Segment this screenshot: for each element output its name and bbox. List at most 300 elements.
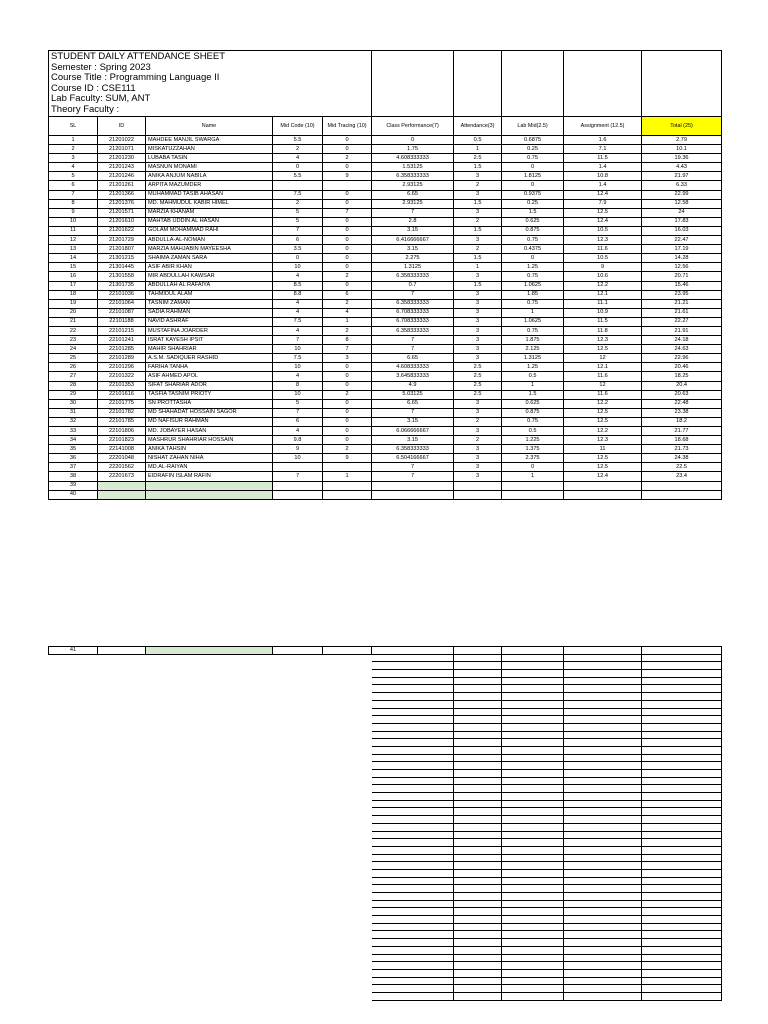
sl-cell: 37 (49, 463, 98, 472)
lab-mid-cell: 0.625 (502, 399, 564, 408)
table-row (49, 862, 722, 870)
mid-code-cell: 7 (273, 408, 323, 417)
mid-code-cell: 7.5 (273, 190, 323, 199)
blank-cell (273, 793, 323, 801)
blank-cell (564, 854, 642, 862)
mid-code-cell: 5 (273, 399, 323, 408)
blank-cell (49, 700, 98, 708)
blank-cell (642, 854, 722, 862)
blank-cell (454, 869, 502, 877)
assignment-cell: 12.5 (564, 463, 642, 472)
mid-tracing-cell: 0 (323, 263, 372, 272)
name-cell (146, 490, 273, 499)
blank-cell (642, 900, 722, 908)
blank-cell (372, 670, 454, 678)
assignment-cell: 10.6 (564, 272, 642, 281)
blank-cell (146, 739, 273, 747)
lab-mid-cell: 0 (502, 463, 564, 472)
table-row (49, 190, 722, 199)
blank-cell (502, 662, 564, 670)
blank-cell (454, 816, 502, 824)
table-row (49, 700, 722, 708)
total-cell: 21.61 (642, 308, 722, 317)
class-performance-cell: 2.93125 (372, 199, 454, 208)
mid-code-cell: 10 (273, 390, 323, 399)
blank-cell (273, 900, 323, 908)
id-cell: 22201048 (98, 454, 146, 463)
class-performance-cell: 6.65 (372, 354, 454, 363)
col-header-total: Total (25) (642, 117, 722, 136)
class-performance-cell: 3.15 (372, 436, 454, 445)
assignment-cell: 10.5 (564, 226, 642, 235)
blank-cell (323, 908, 372, 916)
blank-cell (502, 670, 564, 678)
id-cell: 21201571 (98, 208, 146, 217)
lab-mid-cell: 1.85 (502, 290, 564, 299)
sl-cell: 15 (49, 263, 98, 272)
blank-cell (502, 893, 564, 901)
id-cell: 22101289 (98, 354, 146, 363)
blank-cell (564, 969, 642, 977)
attendance-cell: 1.5 (454, 163, 502, 172)
table-row (49, 254, 722, 263)
table-row (49, 739, 722, 747)
mid-tracing-cell: 6 (323, 290, 372, 299)
blank-cell (49, 869, 98, 877)
blank-cell (642, 793, 722, 801)
blank-cell (642, 800, 722, 808)
table-row (49, 969, 722, 977)
blank-cell (642, 708, 722, 716)
total-cell: 14.28 (642, 254, 722, 263)
blank-cell (372, 908, 454, 916)
name-cell: SADIA RAHMAN (146, 308, 273, 317)
table-row (49, 770, 722, 778)
blank-cell (502, 723, 564, 731)
table-row (49, 716, 722, 724)
id-cell: 21201622 (98, 226, 146, 235)
class-performance-cell: 0 (372, 136, 454, 145)
table-row (49, 217, 722, 226)
table-row (49, 136, 722, 145)
blank-cell (146, 992, 273, 1000)
blank-cell (372, 946, 454, 954)
blank-cell (323, 869, 372, 877)
blank-cell (98, 777, 146, 785)
blank-cell (273, 946, 323, 954)
assignment-cell: 11.6 (564, 245, 642, 254)
blank-cell (146, 985, 273, 993)
blank-cell (49, 785, 98, 793)
blank-cell (502, 800, 564, 808)
blank-cell (98, 693, 146, 701)
id-cell: 22141008 (98, 445, 146, 454)
blank-cell (642, 762, 722, 770)
name-cell: MUHAMMAD TASIB AHASAN (146, 190, 273, 199)
blank-cell (98, 931, 146, 939)
class-performance-cell: 7 (372, 290, 454, 299)
total-cell: 24.63 (642, 345, 722, 354)
blank-cell (502, 900, 564, 908)
attendance-cell: 3 (454, 272, 502, 281)
mid-code-cell: 7 (273, 336, 323, 345)
id-cell: 22101036 (98, 290, 146, 299)
blank-cell (454, 754, 502, 762)
total-cell: 18.68 (642, 436, 722, 445)
col-header-sl: SL (49, 117, 98, 136)
blank-cell (98, 723, 146, 731)
blank-cell (49, 754, 98, 762)
class-performance-cell: 1.3125 (372, 263, 454, 272)
class-performance-cell: 1.53125 (372, 163, 454, 172)
blank-cell (273, 816, 323, 824)
blank-cell (454, 877, 502, 885)
blank-cell (642, 647, 722, 655)
sl-cell: 11 (49, 226, 98, 235)
mid-code-cell: 10 (273, 263, 323, 272)
id-cell: 22101782 (98, 408, 146, 417)
blank-cell (49, 739, 98, 747)
blank-cell (502, 685, 564, 693)
blank-cell (273, 869, 323, 877)
class-performance-cell: 6.358333333 (372, 172, 454, 181)
blank-cell (372, 923, 454, 931)
table-row (49, 839, 722, 847)
blank-cell (49, 900, 98, 908)
blank-cell (372, 754, 454, 762)
blank-cell (273, 685, 323, 693)
mid-tracing-cell: 2 (323, 445, 372, 454)
name-cell: MASNUN MONAMI (146, 163, 273, 172)
blank-cell (502, 831, 564, 839)
table-row (49, 290, 722, 299)
blank-cell (146, 854, 273, 862)
name-cell: MIR ABDULLAH KAWSAR (146, 272, 273, 281)
blank-cell (146, 716, 273, 724)
lab-mid-cell: 1 (502, 381, 564, 390)
class-performance-cell: 7 (372, 345, 454, 354)
lab-mid-cell: 1 (502, 472, 564, 481)
blank-cell (98, 854, 146, 862)
blank-cell (372, 762, 454, 770)
mid-code-cell: 5.5 (273, 136, 323, 145)
table-row (49, 299, 722, 308)
blank-cell (564, 677, 642, 685)
id-cell: 22101806 (98, 427, 146, 436)
blank-cell (98, 700, 146, 708)
blank-cell (98, 946, 146, 954)
blank-cell (502, 931, 564, 939)
blank-cell (273, 916, 323, 924)
attendance-cell: 3 (454, 472, 502, 481)
blank-cell (273, 862, 323, 870)
blank-cell (372, 977, 454, 985)
blank-cell (564, 762, 642, 770)
blank-cell (323, 831, 372, 839)
blank-cell (49, 793, 98, 801)
name-cell: ASIF ABIR KHAN (146, 263, 273, 272)
blank-cell (502, 793, 564, 801)
blank-cell (454, 708, 502, 716)
blank-cell (146, 746, 273, 754)
attendance-cell: 3 (454, 427, 502, 436)
blank-cell (454, 893, 502, 901)
total-cell: 12.58 (642, 199, 722, 208)
blank-cell (372, 846, 454, 854)
header-blank-cell (502, 51, 564, 117)
blank-cell (454, 962, 502, 970)
blank-cell (146, 954, 273, 962)
mid-code-cell: 4 (273, 299, 323, 308)
blank-cell (642, 662, 722, 670)
total-cell: 15.46 (642, 281, 722, 290)
blank-cell (273, 954, 323, 962)
assignment-cell: 12.2 (564, 399, 642, 408)
blank-cell (273, 908, 323, 916)
mid-code-cell (273, 481, 323, 490)
blank-cell (146, 777, 273, 785)
blank-cell (323, 670, 372, 678)
continuation-table (48, 646, 722, 1001)
sl-cell: 23 (49, 336, 98, 345)
table-row (49, 336, 722, 345)
lab-mid-cell (502, 490, 564, 499)
table-row (49, 163, 722, 172)
blank-cell (454, 900, 502, 908)
blank-cell (564, 954, 642, 962)
blank-cell (454, 839, 502, 847)
table-row (49, 877, 722, 885)
attendance-cell: 3 (454, 208, 502, 217)
attendance-cell: 1.5 (454, 281, 502, 290)
blank-cell (564, 877, 642, 885)
blank-cell (564, 731, 642, 739)
blank-cell (372, 969, 454, 977)
blank-cell (98, 670, 146, 678)
blank-cell (642, 939, 722, 947)
blank-cell (564, 908, 642, 916)
lab-mid-cell: 0.875 (502, 408, 564, 417)
class-performance-cell: 6.416666667 (372, 236, 454, 245)
blank-cell (273, 770, 323, 778)
blank-cell (642, 977, 722, 985)
sl-cell: 17 (49, 281, 98, 290)
blank-cell (98, 685, 146, 693)
blank-cell (502, 770, 564, 778)
blank-cell (273, 808, 323, 816)
blank-cell (323, 793, 372, 801)
id-cell: 22101353 (98, 381, 146, 390)
attendance-cell: 1 (454, 263, 502, 272)
blank-cell (454, 785, 502, 793)
mid-tracing-cell: 1 (323, 472, 372, 481)
blank-cell (323, 900, 372, 908)
table-row (49, 226, 722, 235)
blank-cell (273, 831, 323, 839)
blank-cell (146, 923, 273, 931)
blank-cell (454, 677, 502, 685)
table-row (49, 708, 722, 716)
mid-tracing-cell: 0 (323, 427, 372, 436)
blank-cell (372, 893, 454, 901)
blank-cell (642, 816, 722, 824)
table-row (49, 723, 722, 731)
blank-cell (273, 985, 323, 993)
blank-cell (502, 977, 564, 985)
id-cell: 22101285 (98, 345, 146, 354)
blank-cell (502, 739, 564, 747)
col-header-name: Name (146, 117, 273, 136)
name-cell: MAHIR SHAHRIAR (146, 345, 273, 354)
blank-cell (273, 823, 323, 831)
blank-cell (49, 800, 98, 808)
mid-tracing-cell: 1 (323, 317, 372, 326)
blank-cell (98, 816, 146, 824)
lab-mid-cell: 0.9375 (502, 190, 564, 199)
blank-cell (642, 785, 722, 793)
id-cell: 22101775 (98, 399, 146, 408)
blank-cell (273, 723, 323, 731)
id-cell: 22101087 (98, 308, 146, 317)
blank-cell (49, 762, 98, 770)
id-cell: 21201610 (98, 217, 146, 226)
total-cell: 12.56 (642, 263, 722, 272)
attendance-cell: 3 (454, 399, 502, 408)
attendance-cell: 3 (454, 445, 502, 454)
blank-cell (372, 770, 454, 778)
blank-cell (564, 793, 642, 801)
attendance-cell: 3 (454, 354, 502, 363)
blank-cell (502, 954, 564, 962)
table-row (49, 326, 722, 335)
blank-cell (146, 946, 273, 954)
blank-cell (98, 977, 146, 985)
blank-cell (642, 693, 722, 701)
blank-cell (98, 746, 146, 754)
sl-cell: 8 (49, 199, 98, 208)
class-performance-cell: 2.8 (372, 217, 454, 226)
blank-cell (642, 831, 722, 839)
blank-cell (98, 923, 146, 931)
total-cell: 17.19 (642, 245, 722, 254)
assignment-cell: 11.1 (564, 299, 642, 308)
table-row (49, 463, 722, 472)
blank-cell (98, 962, 146, 970)
blank-cell (502, 992, 564, 1000)
table-row (49, 399, 722, 408)
blank-cell (372, 854, 454, 862)
class-performance-cell (372, 490, 454, 499)
blank-cell (372, 954, 454, 962)
lab-mid-cell: 2.375 (502, 454, 564, 463)
assignment-cell: 12.1 (564, 363, 642, 372)
sl-cell: 4 (49, 163, 98, 172)
sl-cell: 1 (49, 136, 98, 145)
blank-cell (98, 908, 146, 916)
mid-tracing-cell: 9 (323, 454, 372, 463)
assignment-cell: 7.9 (564, 199, 642, 208)
mid-tracing-cell: 0 (323, 372, 372, 381)
total-cell: 23.38 (642, 408, 722, 417)
table-row (49, 472, 722, 481)
blank-cell (454, 977, 502, 985)
attendance-cell: 3 (454, 317, 502, 326)
attendance-cell: 3 (454, 299, 502, 308)
mid-tracing-cell: 0 (323, 226, 372, 235)
id-cell: 21201807 (98, 245, 146, 254)
attendance-cell: 2 (454, 436, 502, 445)
blank-cell (273, 877, 323, 885)
blank-cell (372, 746, 454, 754)
blank-cell (146, 893, 273, 901)
blank-cell (502, 816, 564, 824)
name-cell: NAVID ASHRAF (146, 317, 273, 326)
id-cell: 22201562 (98, 463, 146, 472)
sl-cell: 7 (49, 190, 98, 199)
blank-cell (273, 746, 323, 754)
blank-cell (323, 923, 372, 931)
name-cell: ARPITA MAZUMDER (146, 181, 273, 190)
blank-cell (49, 946, 98, 954)
table-row (49, 154, 722, 163)
blank-cell (372, 962, 454, 970)
assignment-cell: 12.4 (564, 217, 642, 226)
mid-code-cell: 2 (273, 145, 323, 154)
blank-cell (146, 969, 273, 977)
mid-code-cell (273, 463, 323, 472)
id-cell (98, 481, 146, 490)
sl-cell: 38 (49, 472, 98, 481)
attendance-cell: 2.5 (454, 372, 502, 381)
sl-cell: 16 (49, 272, 98, 281)
blank-cell (146, 800, 273, 808)
blank-cell (564, 885, 642, 893)
blank-cell (502, 762, 564, 770)
blank-cell (502, 677, 564, 685)
blank-cell (642, 885, 722, 893)
blank-cell (372, 800, 454, 808)
attendance-cell: 3 (454, 290, 502, 299)
assignment-cell: 12 (564, 354, 642, 363)
total-cell: 23.4 (642, 472, 722, 481)
class-performance-cell: 2.275 (372, 254, 454, 263)
sl-cell: 12 (49, 236, 98, 245)
assignment-cell: 11.6 (564, 372, 642, 381)
mid-code-cell: 5.5 (273, 172, 323, 181)
sl-cell: 25 (49, 354, 98, 363)
blank-cell (502, 869, 564, 877)
blank-cell (49, 723, 98, 731)
table-row (49, 854, 722, 862)
mid-tracing-cell: 2 (323, 299, 372, 308)
blank-cell (642, 770, 722, 778)
table-row (49, 208, 722, 217)
blank-cell (642, 808, 722, 816)
sl-cell: 13 (49, 245, 98, 254)
blank-cell (323, 816, 372, 824)
sl-cell: 35 (49, 445, 98, 454)
lab-mid-cell: 1.875 (502, 336, 564, 345)
blank-cell (502, 854, 564, 862)
blank-cell (98, 808, 146, 816)
sl-cell: 28 (49, 381, 98, 390)
sl-cell: 9 (49, 208, 98, 217)
id-cell: 21201243 (98, 163, 146, 172)
assignment-cell: 12 (564, 381, 642, 390)
blank-cell (49, 823, 98, 831)
blank-cell (49, 969, 98, 977)
name-cell: SHAIMA ZAMAN SARA (146, 254, 273, 263)
